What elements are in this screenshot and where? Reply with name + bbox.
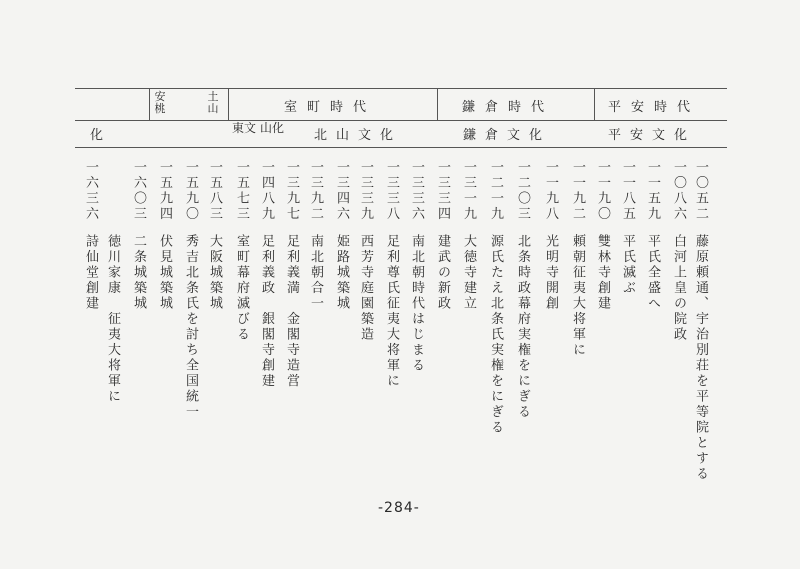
timeline-year: 一三九七: [284, 160, 299, 222]
timeline-event: 姫路城築城: [334, 234, 349, 312]
divider-momoyama-left: [149, 88, 150, 120]
timeline-event: 北条時政幕府実権をにぎる: [515, 234, 530, 420]
timeline-year: 一一八五: [620, 160, 635, 222]
era-heian: 平安時代: [608, 100, 701, 115]
timeline-year: 一二一九: [488, 160, 503, 222]
timeline-event: 南北朝合一: [308, 234, 323, 312]
timeline-event: 秀吉北条氏を討ち全国統一: [183, 234, 198, 420]
timeline-year: 一六〇三: [131, 160, 146, 222]
timeline-year: 一〇八六: [671, 160, 686, 222]
culture-kitayama: 北山文化: [314, 128, 403, 143]
timeline-year: 一三三六: [409, 160, 424, 222]
culture-continued: 化: [90, 128, 113, 143]
timeline-event: 大徳寺建立: [461, 234, 476, 312]
culture-higashiyama-1: 東文: [232, 121, 257, 135]
timeline-year: 一五七三: [234, 160, 249, 222]
timeline-event: 白河上皇の院政: [671, 234, 686, 343]
table-rule-bottom: [75, 147, 727, 148]
timeline-year: 一一九〇: [595, 160, 610, 222]
era-azuchi: 土山: [207, 90, 219, 115]
era-momoyama: 安桃: [154, 90, 166, 115]
timeline-event: 建武の新政: [435, 234, 450, 312]
era-kamakura: 鎌倉時代: [462, 100, 555, 115]
timeline-event: 足利義満 金閣寺造営: [284, 234, 299, 389]
timeline-year: 一五八三: [207, 160, 222, 222]
timeline-year: 一三三四: [435, 160, 450, 222]
timeline-year: 一一九二: [570, 160, 585, 222]
timeline-event: 詩仙堂創建: [83, 234, 98, 312]
era-muromachi: 室町時代: [284, 100, 377, 115]
divider-kamakura-heian: [594, 88, 595, 120]
timeline-year: 一三四六: [334, 160, 349, 222]
timeline-event: 二条城築城: [131, 234, 146, 312]
timeline-year: 一三一九: [461, 160, 476, 222]
culture-kamakura: 鎌倉文化: [463, 128, 552, 143]
timeline-year: 一五九四: [157, 160, 172, 222]
timeline-year: 一三九二: [308, 160, 323, 222]
timeline-event: 足利尊氏征夷大将軍に: [384, 234, 399, 389]
page-number: -284-: [378, 500, 420, 516]
timeline-event: 平氏滅ぶ: [620, 234, 635, 296]
timeline-year: 一三三九: [358, 160, 373, 222]
timeline-event: 頼朝征夷大将軍に: [570, 234, 585, 358]
culture-heian: 平安文化: [608, 128, 697, 143]
timeline-event: 光明寺開創: [543, 234, 558, 312]
timeline-event: 西芳寺庭園築造: [358, 234, 373, 343]
timeline-year: 一三三八: [384, 160, 399, 222]
timeline-event: 源氏たえ北条氏実権をにぎる: [488, 234, 503, 436]
timeline-event: 大阪城築城: [207, 234, 222, 312]
table-rule-top: [75, 88, 727, 89]
timeline-event: 藤原頼通、宇治別荘を平等院とする: [693, 234, 708, 482]
timeline-event: 足利義政 銀閣寺創建: [259, 234, 274, 389]
timeline-year: 一五九〇: [183, 160, 198, 222]
timeline-event: 雙林寺創建: [595, 234, 610, 312]
timeline-event: 伏見城築城: [157, 234, 172, 312]
timeline-event: 南北朝時代はじまる: [409, 234, 424, 374]
timeline-year: 一一九八: [543, 160, 558, 222]
timeline-year: 一二〇三: [515, 160, 530, 222]
divider-azuchi-muromachi: [228, 88, 229, 120]
timeline-year: 一〇五二: [693, 160, 708, 222]
timeline-event: 平氏全盛へ: [645, 234, 660, 312]
table-rule-middle: [75, 120, 727, 121]
timeline-year: 一四八九: [259, 160, 274, 222]
divider-muromachi-kamakura: [437, 88, 438, 120]
timeline-year: 一六三六: [83, 160, 98, 222]
timeline-year: 一一五九: [645, 160, 660, 222]
timeline-event: 室町幕府滅びる: [234, 234, 249, 343]
timeline-event: 徳川家康 征夷大将軍に: [105, 234, 120, 405]
culture-higashiyama-2: 山化: [260, 121, 285, 135]
